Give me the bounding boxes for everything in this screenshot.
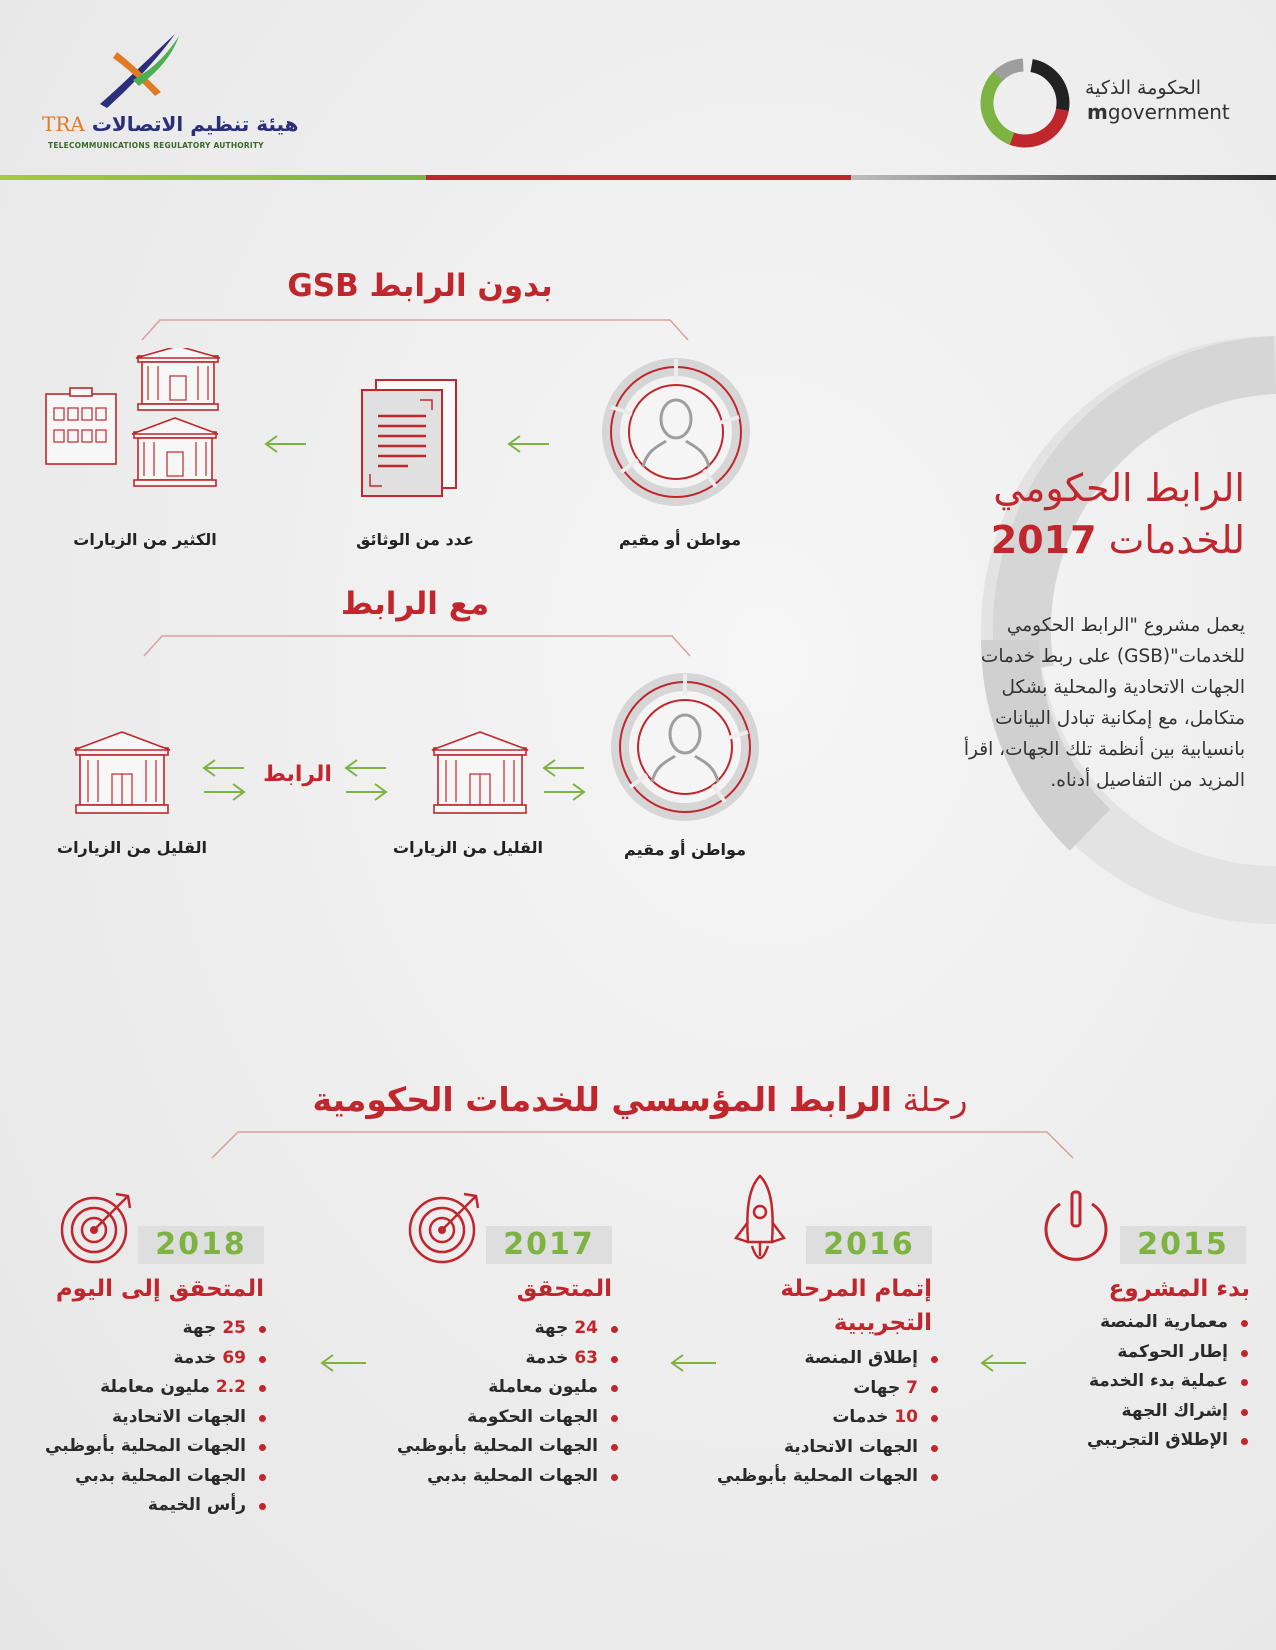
documents-icon [360,378,460,498]
power-icon [1040,1190,1112,1266]
list-item: 10 خدمات [690,1403,940,1433]
list-item: 69 خدمة [10,1344,268,1374]
mgov-rest: government [1107,100,1230,124]
building-icon [72,730,172,820]
list-item: إشراك الجهة [1040,1397,1250,1427]
header [0,0,1276,185]
tra-logo-mark-icon [95,32,180,112]
stripe-red [426,175,851,180]
target-icon [406,1188,486,1268]
list-item: 7 جهات [690,1374,940,1404]
list-item: الجهات الحكومة [350,1403,620,1433]
list-item: عملية بدء الخدمة [1040,1367,1250,1397]
journey-title-bold: الرابط المؤسسي للخدمات الحكومية [312,1080,893,1119]
label-few-visits: القليل من الزيارات [392,838,544,857]
label-many-visits: الكثير من الزيارات [73,530,217,549]
two-way-arrows-icon [200,758,248,802]
main-title-year: 2017 [990,518,1097,562]
list-item: معمارية المنصة [1040,1308,1250,1338]
arrow-left-icon [318,1352,368,1374]
mgov-m: m [1087,100,1108,124]
tra-name-ar: هيئة تنظيم الاتصالات [91,112,299,136]
list-item: الجهات الاتحادية [690,1433,940,1463]
main-title-line2 [900,514,1245,566]
list-item: الجهات المحلية بأبوظبي [690,1462,940,1492]
person-ring-icon [610,672,760,822]
tra-abbr: TRA [42,112,85,136]
list-item: الجهات المحلية بأبوظبي [10,1432,268,1462]
stripe-grey [851,175,1276,180]
two-way-arrows-icon [540,758,588,802]
list-item: إطلاق المنصة [690,1344,940,1374]
arrow-left-icon [978,1352,1028,1374]
phase-list-2018 [10,1314,268,1521]
phase-list-2016 [690,1344,940,1492]
list-item: 2.2 مليون معاملة [10,1373,268,1403]
target-icon [58,1188,138,1268]
list-item: مليون معاملة [350,1373,620,1403]
tra-name-en: TELECOMMUNICATIONS REGULATORY AUTHORITY [48,141,264,150]
journey-bracket [210,1130,1075,1160]
phase-list-2015 [1040,1308,1250,1456]
main-title-line1: الرابط الحكومي [993,466,1245,510]
list-item: الجهات المحلية بدبي [10,1462,268,1492]
journey-title-prefix: رحلة [902,1080,968,1119]
phase-list-2017 [350,1314,620,1491]
list-item: الإطلاق التجريبي [1040,1426,1250,1456]
phase-title-2016: إتمام المرحلة التجريبية [780,1276,932,1336]
rocket-icon [730,1172,790,1272]
building-icon [430,730,530,820]
year-badge-2015: 2015 [1120,1226,1246,1264]
list-item: 24 جهة [350,1314,620,1344]
arrow-left-icon [262,433,308,455]
list-item: 63 خدمة [350,1344,620,1374]
label-citizen: مواطن أو مقيم [624,840,746,859]
label-few-visits: القليل من الزيارات [56,838,208,857]
phase-title-2017: المتحقق [516,1276,612,1302]
main-title-word: للخدمات [1108,518,1245,562]
list-item: الجهات المحلية بدبي [350,1462,620,1492]
label-documents: عدد من الوثائق [356,530,474,549]
list-item: الجهات الاتحادية [10,1403,268,1433]
link-word: الرابط [263,762,332,787]
mgov-logo-ring-icon [978,56,1072,150]
list-item: 25 جهة [10,1314,268,1344]
without-gsb-bracket [140,318,690,342]
tra-name [42,112,299,136]
year-badge-2017: 2017 [486,1226,612,1264]
stripe-green [0,175,426,180]
intro-paragraph: يعمل مشروع "الرابط الحكومي للخدمات"(GSB) على ربط خدمات الجهات الاتحادية والمحلية بشكل متكامل، مع إمكانية تبادل البيانات بانسيابية بين أنظمة تلك الجهات، اقرأ المزيد من التفاصيل أدناه. [963,615,1245,791]
phase-title-2018: المتحقق إلى اليوم [55,1276,264,1302]
mgov-name-ar: الحكومة الذكية [1085,77,1202,99]
year-badge-2016: 2016 [806,1226,932,1264]
list-item: رأس الخيمة [10,1491,268,1521]
mgov-name-en [1087,100,1230,124]
arrow-left-icon [668,1352,718,1374]
label-citizen: مواطن أو مقيم [619,530,741,549]
with-gsb-bracket [142,634,692,658]
with-gsb-title: مع الرابط [340,586,490,622]
two-way-arrows-icon [342,758,390,802]
journey-title [290,1080,990,1119]
list-item: إطار الحوكمة [1040,1338,1250,1368]
list-item: الجهات المحلية بأبوظبي [350,1432,620,1462]
year-badge-2018: 2018 [138,1226,264,1264]
phase-title-2015: بدء المشروع [1108,1276,1250,1302]
without-gsb-title: بدون الرابط GSB [287,268,553,304]
person-ring-icon [601,357,751,507]
arrow-left-icon [505,433,551,455]
main-title [900,462,1245,566]
many-buildings-icon [44,348,224,508]
